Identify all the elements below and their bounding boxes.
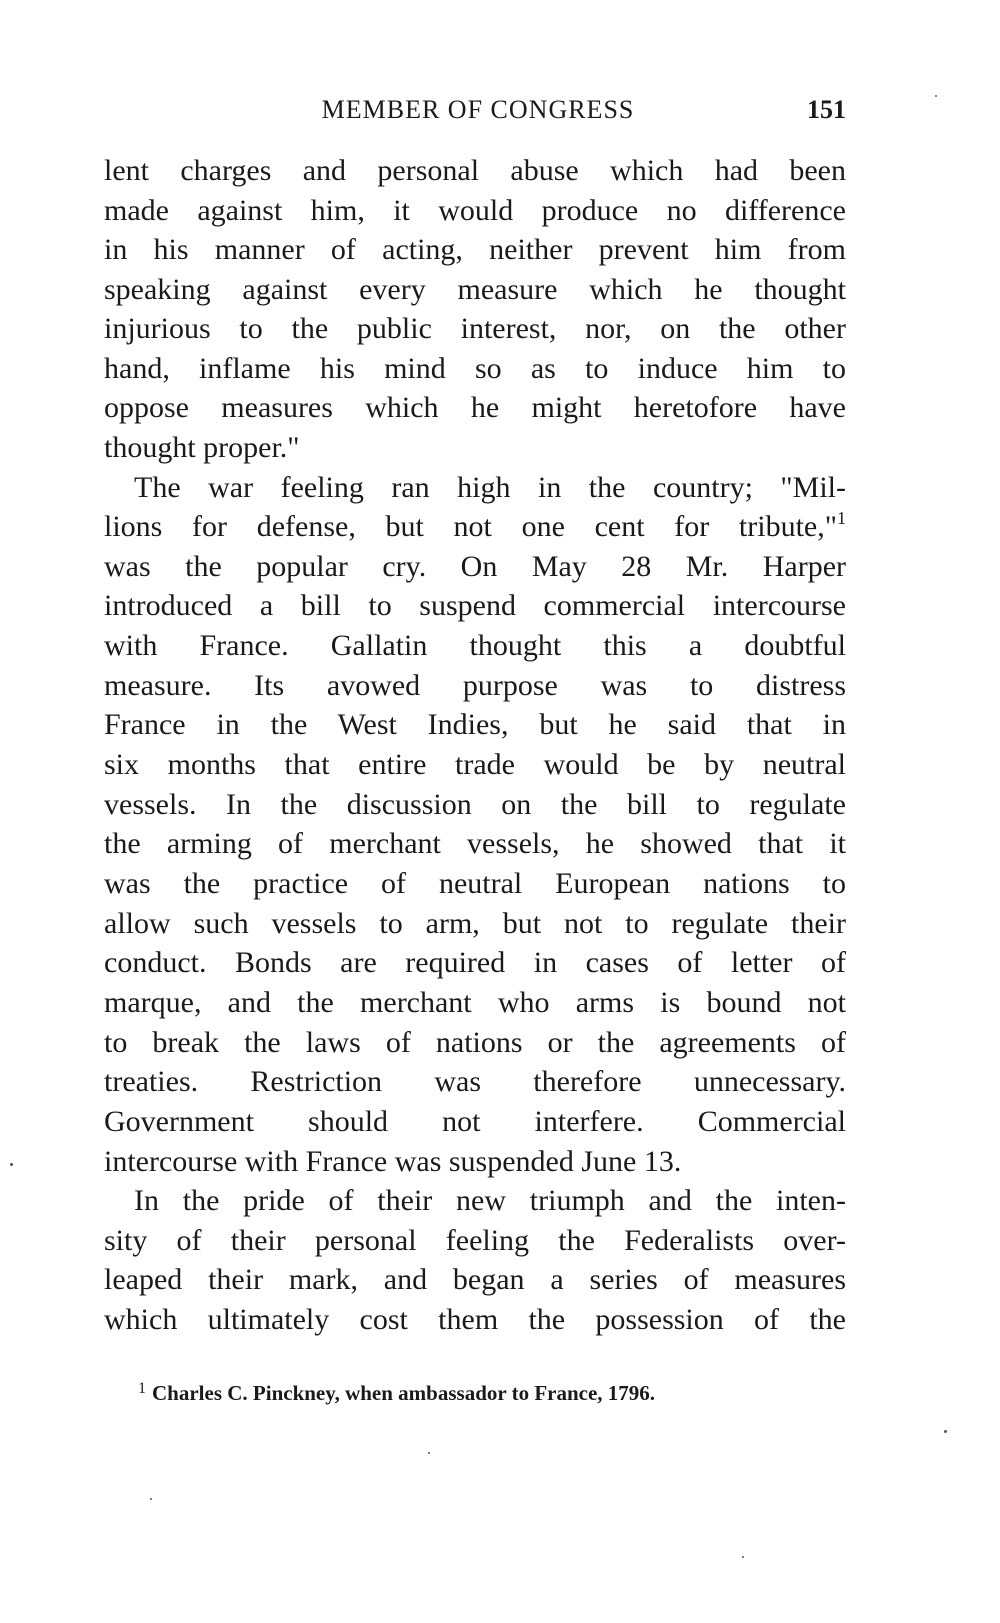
scan-speck [150, 1498, 152, 1500]
text-line: lent charges and personal abuse which had been [104, 154, 846, 187]
text-line: which ultimately cost them the possession of the [104, 1303, 846, 1336]
footnote [138, 1380, 846, 1406]
footnote-number: 1 [138, 1380, 146, 1397]
line-text: lions for defense, but not one cent for tribute," [104, 510, 837, 543]
text-line: leaped their mark, and began a series of measures [104, 1263, 846, 1296]
text-line: hand, inflame his mind so as to induce him to [104, 352, 846, 385]
text-line: allow such vessels to arm, but not to regulate their [104, 907, 846, 940]
text-line: intercourse with France was suspended June 13. [104, 1145, 682, 1178]
text-line: with France. Gallatin thought this a doubtful [104, 629, 846, 662]
text-line: injurious to the public interest, nor, on the other [104, 312, 846, 345]
page-number: 151 [807, 95, 846, 124]
text-line: oppose measures which he might heretofore have [104, 391, 846, 424]
scan-speck [944, 1430, 947, 1433]
footnote-text: Charles C. Pinckney, when ambassador to France, 1796. [152, 1381, 656, 1405]
running-title: MEMBER OF CONGRESS [321, 95, 635, 124]
text-line: conduct. Bonds are required in cases of letter of [104, 946, 846, 979]
scan-speck [10, 1163, 13, 1166]
footnote-reference: 1 [837, 508, 846, 528]
text-line: treaties. Restriction was therefore unnecessary. [104, 1065, 846, 1098]
text-line: to break the laws of nations or the agreements of [104, 1026, 846, 1059]
text-line: the arming of merchant vessels, he showed that it [104, 827, 846, 860]
scan-speck [428, 1452, 430, 1454]
text-line: was the popular cry. On May 28 Mr. Harper [104, 550, 846, 583]
running-head [104, 95, 846, 131]
text-line: speaking against every measure which he thought [104, 273, 846, 306]
text-line: six months that entire trade would be by neutral [104, 748, 846, 781]
text-line: marque, and the merchant who arms is bound not [104, 986, 846, 1019]
text-line: thought proper." [104, 431, 300, 464]
scan-speck [742, 1556, 744, 1558]
text-line: The war feeling ran high in the country; "Mil- [134, 471, 846, 504]
text-line-with-footnote-ref [104, 509, 846, 545]
text-line: made against him, it would produce no difference [104, 194, 846, 227]
text-line: was the practice of neutral European nations to [104, 867, 846, 900]
text-line: France in the West Indies, but he said that in [104, 708, 846, 741]
text-line: introduced a bill to suspend commercial intercourse [104, 589, 846, 622]
text-line: in his manner of acting, neither prevent him from [104, 233, 846, 266]
scan-speck [935, 95, 937, 97]
text-line: Government should not interfere. Commercial [104, 1105, 846, 1138]
text-line: In the pride of their new triumph and the inten- [134, 1184, 846, 1217]
text-line: measure. Its avowed purpose was to distress [104, 669, 846, 702]
text-line: vessels. In the discussion on the bill to regulate [104, 788, 846, 821]
text-line: sity of their personal feeling the Federalists over- [104, 1224, 846, 1257]
